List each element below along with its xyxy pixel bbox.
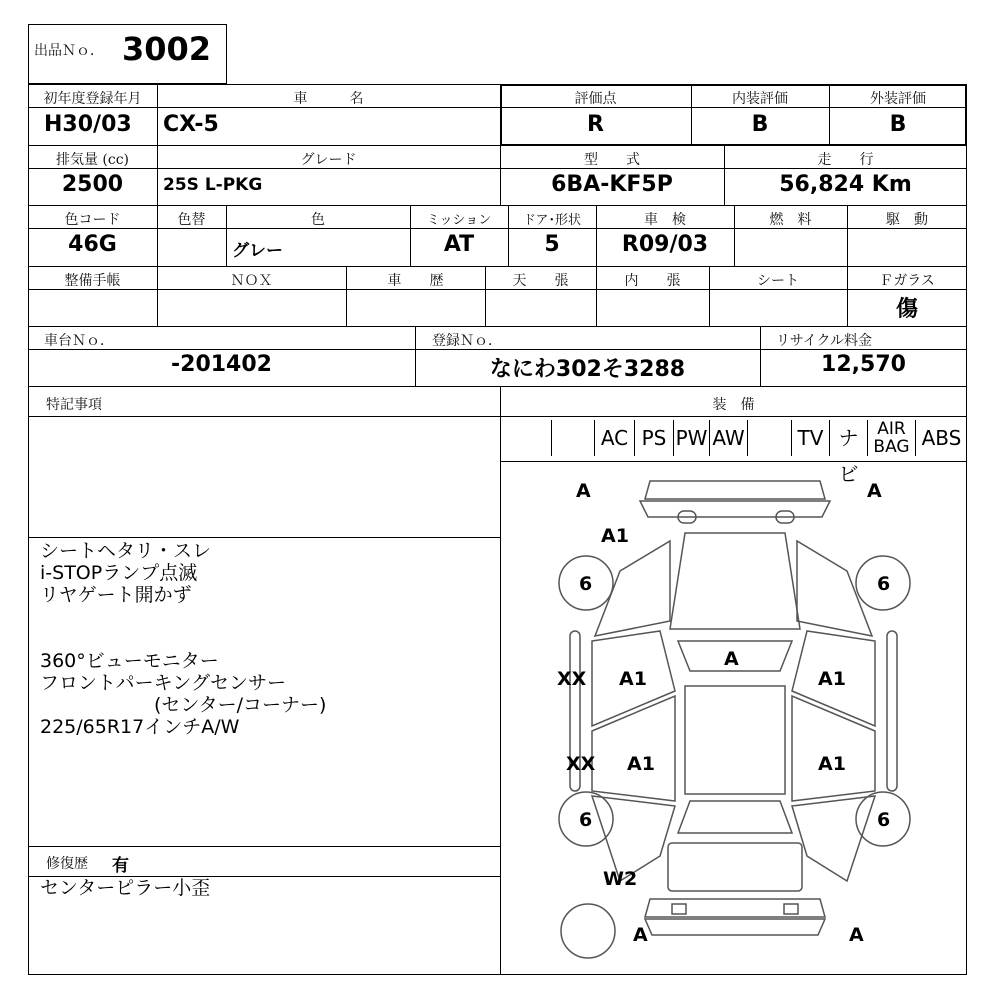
- remarks-label: 特記事項: [46, 397, 102, 413]
- car-name-label: 車 名: [293, 91, 364, 107]
- transmission-label: ミッション: [426, 213, 492, 228]
- model-value: 6BA-KF5P: [551, 172, 673, 197]
- equipment-item: [747, 420, 791, 456]
- history-label: 車 歴: [387, 273, 444, 289]
- damage-mark: A: [849, 924, 864, 946]
- repaint-label: 色替: [177, 212, 206, 228]
- sunroof-label: 天 張: [512, 273, 569, 289]
- repair-detail: センターピラー小歪: [40, 877, 211, 899]
- damage-mark: 6: [877, 573, 891, 595]
- first-reg-value: H30/03: [44, 112, 132, 137]
- inspection-label: 車 検: [644, 212, 686, 228]
- damage-mark: A: [633, 924, 648, 946]
- score-label: 評価点: [574, 91, 617, 107]
- equipment-item: AC: [594, 420, 634, 456]
- lot-number-label: 出品Ｎｏ．: [34, 43, 104, 59]
- exterior-label: 外装評価: [870, 91, 926, 107]
- damage-mark: A: [724, 648, 739, 670]
- nox-label: ＮＯＸ: [230, 273, 273, 289]
- equipment-item: PS: [634, 420, 673, 456]
- mileage-label: 走 行: [817, 152, 874, 168]
- mileage-value: 56,824 Km: [779, 172, 912, 197]
- car-name-value: CX-5: [163, 112, 219, 137]
- damage-mark: W2: [603, 868, 638, 890]
- equipment-label: 装 備: [712, 397, 755, 413]
- transmission-value: AT: [443, 232, 475, 257]
- grade-label: グレード: [300, 152, 357, 168]
- equipment-item: ABS: [915, 420, 967, 456]
- door-value: 5: [544, 232, 560, 257]
- model-label: 型 式: [584, 152, 640, 168]
- damage-mark: 6: [579, 809, 593, 831]
- score-value: R: [587, 112, 604, 137]
- equipment-item: [551, 420, 594, 456]
- interior-label: 内装評価: [732, 91, 788, 107]
- chassis-label: 車台Ｎｏ．: [44, 333, 114, 349]
- damage-mark: A1: [627, 753, 655, 775]
- registration-label: 登録Ｎｏ．: [432, 333, 502, 349]
- color-value: グレー: [232, 241, 283, 261]
- grade-value: 25S L-PKG: [163, 175, 263, 195]
- equipment-item: PW: [673, 420, 709, 456]
- drive-label: 駆 動: [886, 212, 928, 228]
- registration-value: なにわ302そ3288: [489, 357, 686, 382]
- damage-mark: 6: [579, 573, 593, 595]
- color-code-label: 色コード: [64, 212, 121, 228]
- damage-mark: A1: [818, 753, 846, 775]
- equipment-item: AIR BAG: [867, 420, 915, 456]
- damage-mark: A1: [601, 525, 629, 547]
- remarks-lines: シートヘタリ・スレ i-STOPランプ点滅 リヤゲート開かず 360°ビューモニター フロントパーキングセンサー (センター/コーナー) 225/65R17インチA/W: [40, 540, 327, 738]
- f-glass-value: 傷: [895, 297, 918, 322]
- damage-mark: XX: [557, 668, 587, 690]
- car-diagram: [500, 461, 967, 975]
- equipment-item: ナビ: [829, 420, 867, 456]
- repair-label: 修復歴: [46, 856, 88, 872]
- chassis-value: -201402: [171, 352, 272, 377]
- recycle-value: 12,570: [821, 352, 906, 377]
- damage-mark: A1: [619, 668, 647, 690]
- damage-mark: A: [867, 480, 882, 502]
- damage-mark: A1: [818, 668, 846, 690]
- interior-roof-label: 内 張: [624, 273, 681, 289]
- fuel-label: 燃 料: [769, 212, 812, 228]
- maintenance-label: 整備手帳: [64, 273, 121, 289]
- seat-label: シート: [757, 273, 799, 289]
- damage-mark: A: [576, 480, 591, 502]
- recycle-label: リサイクル料金: [776, 333, 873, 349]
- repair-value: 有: [112, 856, 129, 876]
- first-reg-label: 初年度登録年月: [43, 91, 142, 107]
- equipment-item: AW: [709, 420, 747, 456]
- damage-mark: 6: [877, 809, 891, 831]
- interior-value: B: [751, 112, 769, 137]
- exterior-value: B: [889, 112, 907, 137]
- damage-mark: XX: [566, 753, 596, 775]
- displacement-value: 2500: [61, 172, 124, 197]
- color-label: 色: [311, 212, 325, 228]
- f-glass-label: Ｆガラス: [879, 273, 935, 289]
- equipment-item: TV: [791, 420, 829, 456]
- color-code-value: 46G: [68, 232, 117, 257]
- displacement-label: 排気量 (cc): [55, 152, 130, 168]
- door-label: ドア･形状: [522, 213, 582, 228]
- inspection-value: R09/03: [621, 232, 709, 257]
- lot-number: 3002: [122, 30, 212, 68]
